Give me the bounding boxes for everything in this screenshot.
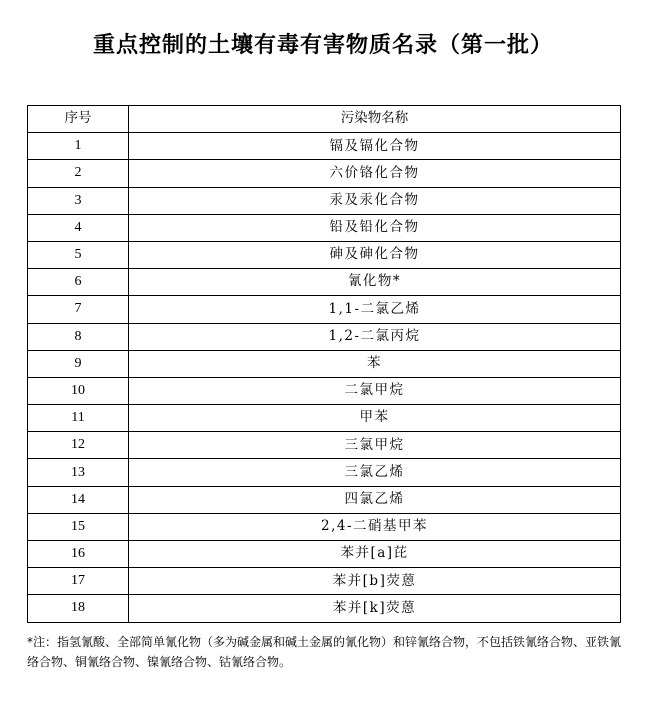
pollutant-name: 2,4-二硝基甲苯 bbox=[129, 513, 621, 540]
pollutant-name: 苯 bbox=[129, 350, 621, 377]
row-number: 3 bbox=[28, 187, 129, 214]
table-row bbox=[28, 214, 621, 241]
pollutant-name: 苯并[a]芘 bbox=[129, 541, 621, 568]
pollutant-name: 二氯甲烷 bbox=[129, 377, 621, 404]
pollutant-name: 六价铬化合物 bbox=[129, 160, 621, 187]
page-title: 重点控制的土壤有毒有害物质名录（第一批） bbox=[92, 33, 553, 58]
row-number: 13 bbox=[28, 459, 129, 486]
row-number: 1 bbox=[28, 133, 129, 160]
table-row bbox=[28, 296, 621, 323]
pollutant-name: 四氯乙烯 bbox=[129, 486, 621, 513]
row-number: 16 bbox=[28, 541, 129, 568]
header-pollutant-name: 污染物名称 bbox=[129, 106, 621, 133]
table-row bbox=[28, 513, 621, 540]
pollutant-name: 汞及汞化合物 bbox=[129, 187, 621, 214]
pollutant-name: 1,2-二氯丙烷 bbox=[129, 323, 621, 350]
header-number: 序号 bbox=[28, 106, 129, 133]
table-row bbox=[28, 459, 621, 486]
table-row bbox=[28, 568, 621, 595]
row-number: 12 bbox=[28, 432, 129, 459]
row-number: 14 bbox=[28, 486, 129, 513]
table-row bbox=[28, 269, 621, 296]
pollutant-name: 三氯乙烯 bbox=[129, 459, 621, 486]
table-row bbox=[28, 323, 621, 350]
table-row bbox=[28, 377, 621, 404]
pollutant-name: 氰化物* bbox=[129, 269, 621, 296]
row-number: 5 bbox=[28, 241, 129, 268]
table-row bbox=[28, 133, 621, 160]
row-number: 11 bbox=[28, 405, 129, 432]
pollutant-name: 1,1-二氯乙烯 bbox=[129, 296, 621, 323]
pollutant-name: 三氯甲烷 bbox=[129, 432, 621, 459]
row-number: 9 bbox=[28, 350, 129, 377]
table-row bbox=[28, 241, 621, 268]
table-row bbox=[28, 405, 621, 432]
row-number: 8 bbox=[28, 323, 129, 350]
table-row bbox=[28, 350, 621, 377]
pollutant-name: 镉及镉化合物 bbox=[129, 133, 621, 160]
pollutant-table bbox=[27, 105, 621, 623]
row-number: 18 bbox=[28, 595, 129, 622]
table-row bbox=[28, 595, 621, 622]
table-row bbox=[28, 432, 621, 459]
pollutant-name: 苯并[b]荧蒽 bbox=[129, 568, 621, 595]
row-number: 4 bbox=[28, 214, 129, 241]
row-number: 2 bbox=[28, 160, 129, 187]
table-header-row bbox=[28, 106, 621, 133]
table-row bbox=[28, 187, 621, 214]
pollutant-name: 苯并[k]荧蒽 bbox=[129, 595, 621, 622]
table-row bbox=[28, 541, 621, 568]
footnote: *注：指氢氰酸、全部简单氰化物（多为碱金属和碱土金属的氰化物）和锌氰络合物，不包括铁氰络合物、亚铁氰络合物、铜氰络合物、镍氰络合物、钴氰络合物。 bbox=[27, 635, 622, 669]
row-number: 6 bbox=[28, 269, 129, 296]
row-number: 10 bbox=[28, 377, 129, 404]
pollutant-name: 甲苯 bbox=[129, 405, 621, 432]
pollutant-name: 铅及铅化合物 bbox=[129, 214, 621, 241]
row-number: 15 bbox=[28, 513, 129, 540]
table-row bbox=[28, 486, 621, 513]
row-number: 17 bbox=[28, 568, 129, 595]
table-row bbox=[28, 160, 621, 187]
row-number: 7 bbox=[28, 296, 129, 323]
pollutant-name: 砷及砷化合物 bbox=[129, 241, 621, 268]
